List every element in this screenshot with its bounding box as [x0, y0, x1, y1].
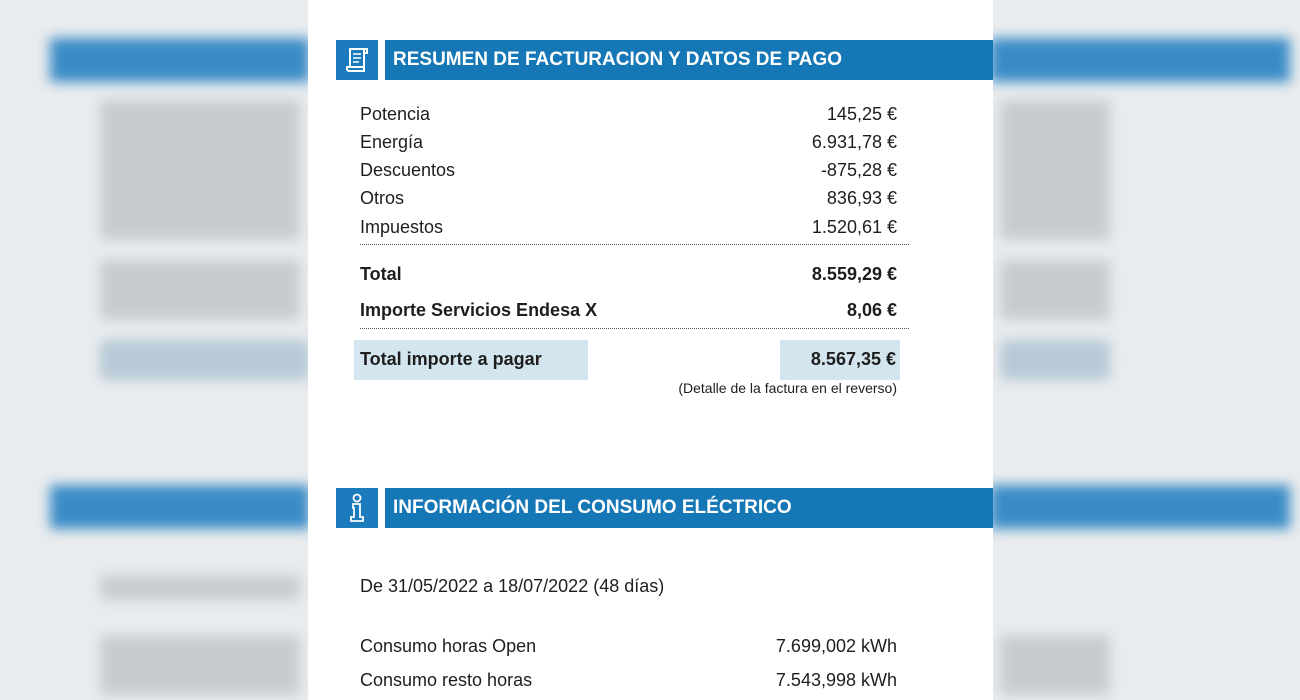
invoice-page: [308, 0, 993, 700]
row-label: Potencia: [360, 104, 431, 124]
row-label: Consumo resto horas: [360, 670, 533, 690]
billing-row: [360, 160, 897, 181]
row-label: Importe Servicios Endesa X: [360, 300, 598, 320]
billing-row: [360, 217, 897, 238]
row-label: Impuestos: [360, 217, 444, 237]
invoice-note: (Detalle de la factura en el reverso): [678, 380, 897, 396]
consumption-row: [360, 636, 897, 657]
grand-total-value: 8.567,35 €: [780, 340, 900, 380]
info-icon: [336, 488, 378, 528]
row-value: 836,93 €: [826, 188, 897, 208]
row-value: 1.520,61 €: [811, 217, 897, 237]
document-icon: [336, 40, 378, 80]
row-label: Consumo horas Open: [360, 636, 537, 656]
total-row: [360, 264, 897, 285]
consumption-row: [360, 670, 897, 691]
row-label: Total: [360, 264, 402, 284]
billing-row: [360, 188, 897, 209]
row-value: 8.559,29 €: [811, 264, 897, 284]
row-label: Otros: [360, 188, 405, 208]
consumption-section-title: INFORMACIÓN DEL CONSUMO ELÉCTRICO: [385, 488, 993, 528]
grand-total-label: Total importe a pagar: [354, 340, 588, 380]
row-label: Descuentos: [360, 160, 456, 180]
billing-row: [360, 104, 897, 125]
row-value: -875,28 €: [820, 160, 897, 180]
divider: [360, 244, 909, 245]
billing-row: [360, 132, 897, 153]
row-value: 7.699,002 kWh: [775, 636, 897, 656]
billing-period: De 31/05/2022 a 18/07/2022 (48 días): [360, 576, 665, 596]
row-value: 6.931,78 €: [811, 132, 897, 152]
row-value: 8,06 €: [846, 300, 897, 320]
row-value: 145,25 €: [826, 104, 897, 124]
services-row: [360, 300, 897, 321]
row-value: 7.543,998 kWh: [775, 670, 897, 690]
row-label: Energía: [360, 132, 424, 152]
billing-section-title: RESUMEN DE FACTURACION Y DATOS DE PAGO: [385, 40, 993, 80]
divider: [360, 328, 909, 329]
